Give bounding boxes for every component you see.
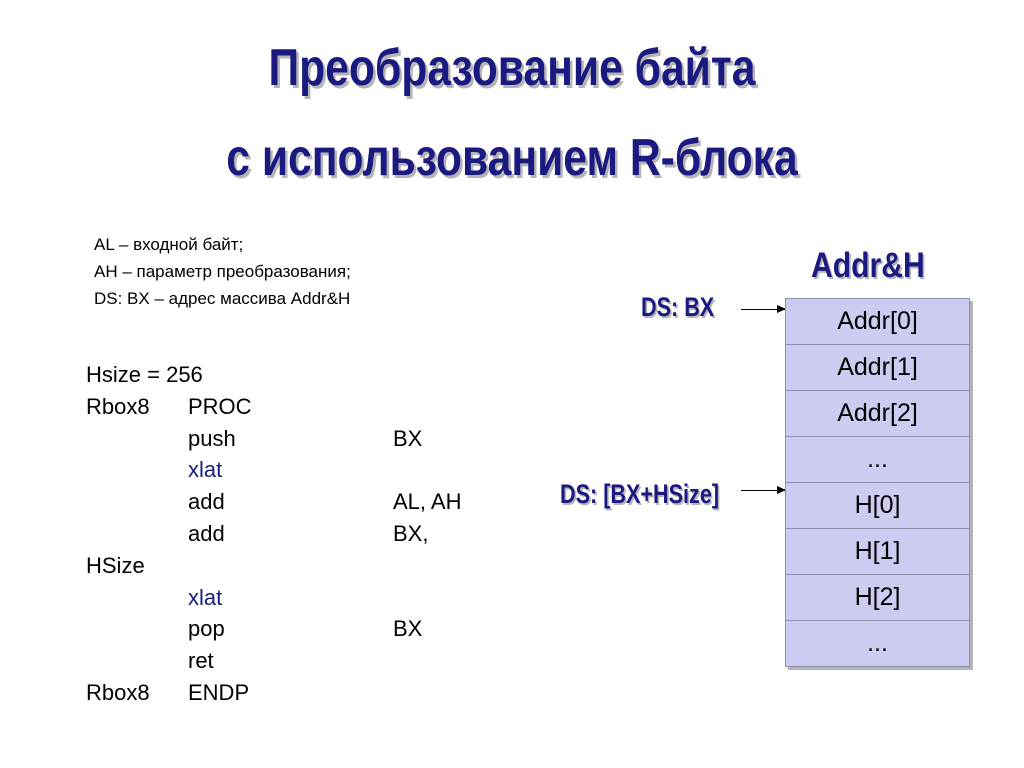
memory-cell: H[1] — [785, 529, 970, 575]
code-operand: BX, — [393, 520, 429, 546]
memory-cell: Addr[1] — [785, 345, 970, 391]
code-operand: BX — [393, 616, 423, 642]
param-ah: AH – параметр преобразования; — [94, 262, 351, 281]
memory-cell: Addr[2] — [785, 391, 970, 437]
code-label: HSize — [86, 552, 145, 578]
code-label: Rbox8 — [86, 679, 150, 705]
param-ds-bx: DS: BX – адрес массива Addr&H — [94, 289, 351, 308]
memory-cell: ... — [785, 437, 970, 483]
code-operand: AL, AH — [393, 489, 462, 515]
param-al: AL – входной байт; — [94, 235, 244, 254]
memory-cell: ... — [785, 621, 970, 667]
slide-title-line-1: Преобразование байта — [268, 39, 756, 97]
code-instruction: ENDP — [188, 679, 250, 705]
code-instruction: xlat — [188, 584, 223, 610]
pointer-arrow-h — [741, 490, 785, 491]
code-instruction: ret — [188, 648, 214, 674]
code-instruction: push — [188, 425, 236, 451]
code-operand: BX — [393, 425, 423, 451]
code-instruction: add — [188, 489, 225, 515]
pointer-label-h: DS: [BX+HSize] — [560, 479, 720, 509]
code-instruction: xlat — [188, 457, 223, 483]
code-instruction: pop — [188, 616, 225, 642]
code-instruction: PROC — [188, 393, 252, 419]
code-instruction: add — [188, 520, 225, 546]
memory-cell: H[0] — [785, 483, 970, 529]
memory-cell: H[2] — [785, 575, 970, 621]
memory-cell: Addr[0] — [785, 298, 970, 345]
pointer-arrow-base — [741, 309, 785, 310]
code-label: Hsize = 256 — [86, 362, 203, 387]
array-title: Addr&H — [811, 246, 925, 285]
code-label: Rbox8 — [86, 393, 150, 419]
parameter-description — [94, 231, 351, 312]
pointer-label-base: DS: BX — [641, 292, 715, 322]
memory-array — [785, 298, 970, 667]
slide-title-line-2: с использованием R-блока — [226, 129, 798, 187]
